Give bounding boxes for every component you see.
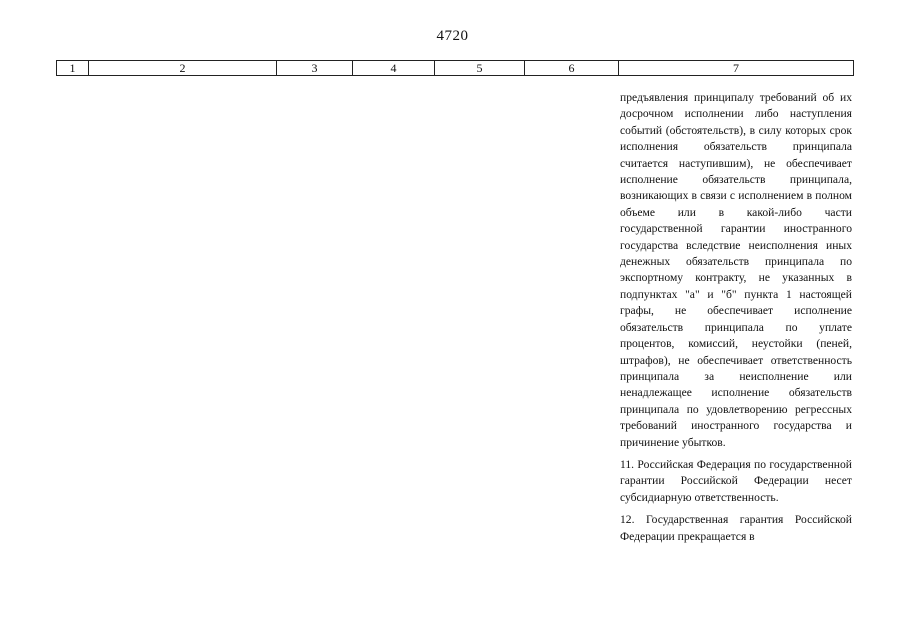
column-number-cell: 4 (353, 61, 435, 76)
column-number-cell: 1 (57, 61, 89, 76)
paragraph: предъявления принципалу требований об их досрочном исполнении либо наступления событий (обстоятельств), в силу которых срок исполнения обязательств принципала считается наступившим), не обеспечивает исполнение обязательств принципала, возникающих в связи с исполнением в полном объеме или в какой-либо части государственной гарантии иностранного государства вследствие неисполнения иных денежных обязательств принципала по экспортному контракту, не указанных в подпунктах "а" и "б" пункта 1 настоящей графы, не обеспечивает исполнение обязательств принципала по уплате процентов, комиссий, неустойки (пеней, штрафов), не обеспечивает ответственность принципала за неисполнение или ненадлежащее исполнение обязательств принципала по удовлетворению регрессных требований иностранного государства и причинение убытков. (620, 91, 852, 449)
column-7-text (620, 90, 852, 551)
column-number-cell: 6 (525, 61, 619, 76)
column-number-cell: 5 (435, 61, 525, 76)
column-number-cell: 7 (619, 61, 854, 76)
page-number: 4720 (436, 28, 469, 44)
column-number-cell: 3 (277, 61, 353, 76)
paragraph: 11. Российская Федерация по государственной гарантии Российской Федерации несет субсидиарную ответственность. (620, 457, 852, 504)
paragraph: 12. Государственная гарантия Российской Федерации прекращается в (620, 513, 852, 543)
column-number-cell: 2 (89, 61, 277, 76)
column-number-row (57, 61, 854, 76)
column-number-table (56, 60, 854, 76)
